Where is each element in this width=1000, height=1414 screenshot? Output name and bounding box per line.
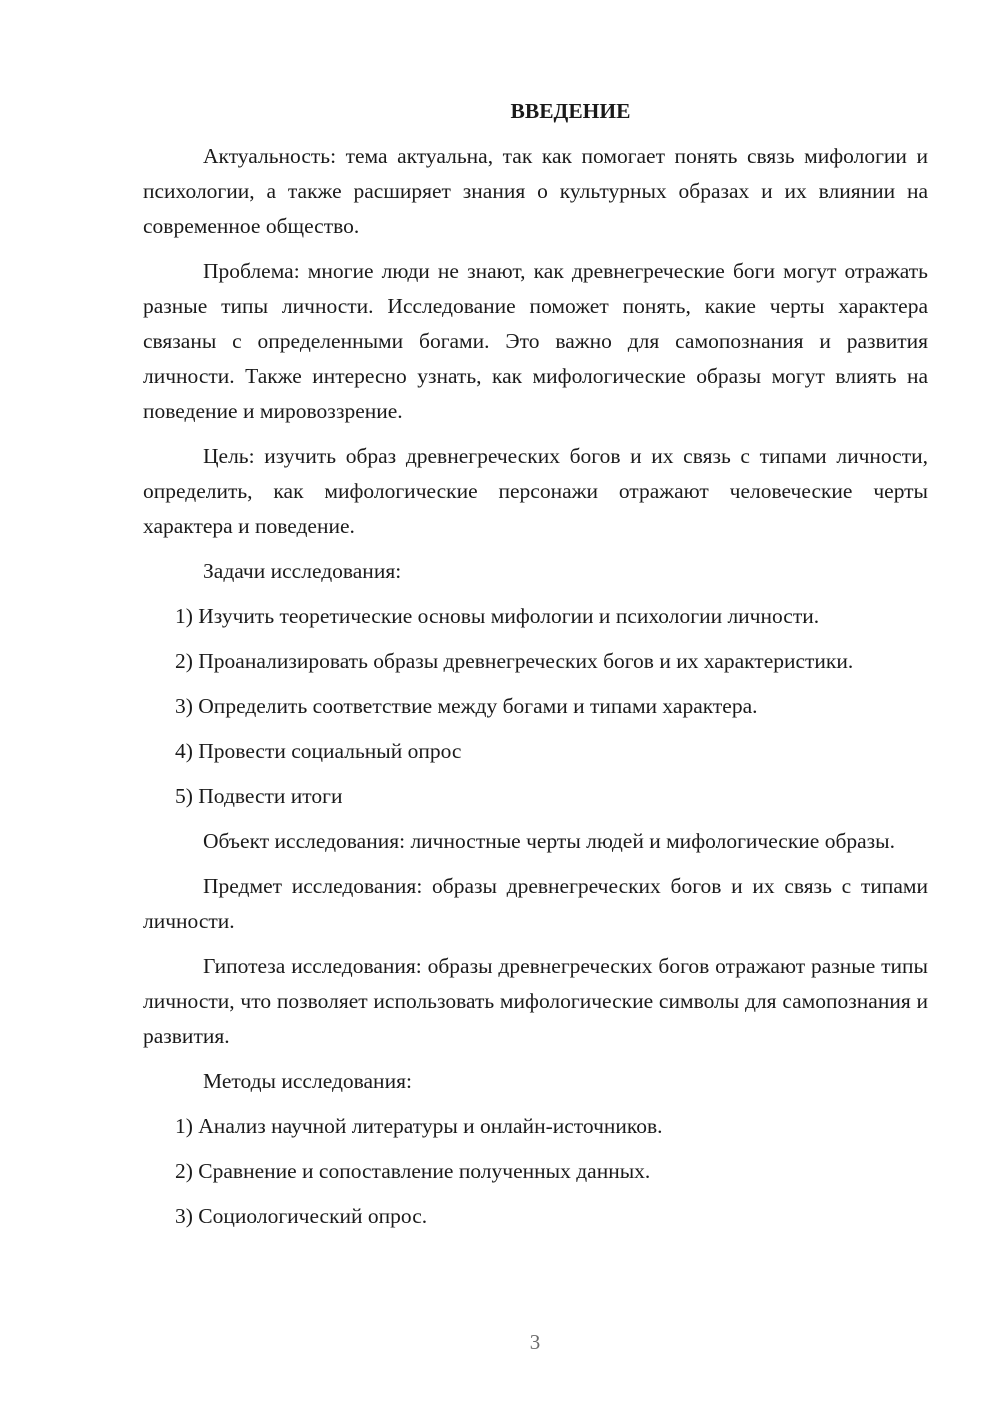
relevance-paragraph: Актуальность: тема актуальна, так как помогает понять связь мифологии и психологии, а также расширяет знания о культурных образах и их влиянии на современное общество.: [143, 144, 928, 238]
task-item: 4) Провести социальный опрос: [175, 739, 462, 763]
document-page: [143, 94, 928, 1244]
object-paragraph: Объект исследования: личностные черты людей и мифологические образы.: [203, 829, 895, 853]
hypothesis-paragraph: Гипотеза исследования: образы древнегреческих богов отражают разные типы личности, что позволяет использовать мифологические символы для самопознания и развития.: [143, 954, 928, 1048]
page-number: 3: [529, 1330, 541, 1354]
methods-label: Методы исследования:: [203, 1069, 412, 1093]
task-item: 1) Изучить теоретические основы мифологии и психологии личности.: [175, 604, 820, 628]
task-item: 5) Подвести итоги: [175, 784, 343, 808]
task-item: 2) Проанализировать образы древнегреческих богов и их характеристики.: [175, 649, 854, 673]
tasks-label: Задачи исследования:: [203, 559, 402, 583]
subject-paragraph: Предмет исследования: образы древнегреческих богов и их связь с типами личности.: [143, 874, 928, 933]
method-item: 2) Сравнение и сопоставление полученных данных.: [175, 1159, 651, 1183]
goal-paragraph: Цель: изучить образ древнегреческих богов и их связь с типами личности, определить, как мифологические персонажи отражают человеческие черты характера и поведение.: [143, 444, 928, 538]
problem-paragraph: Проблема: многие люди не знают, как древнегреческие боги могут отражать разные типы личности. Исследование поможет понять, какие черты характера связаны с определенными богами. Это важно для самопознания и развития личности. Также интересно узнать, как мифологические образы могут влиять на поведение и мировоззрение.: [143, 259, 928, 423]
page-title: ВВЕДЕНИЕ: [510, 99, 631, 123]
task-item: 3) Определить соответствие между богами и типами характера.: [175, 694, 758, 718]
method-item: 3) Социологический опрос.: [175, 1204, 428, 1228]
method-item: 1) Анализ научной литературы и онлайн-источников.: [175, 1114, 663, 1138]
